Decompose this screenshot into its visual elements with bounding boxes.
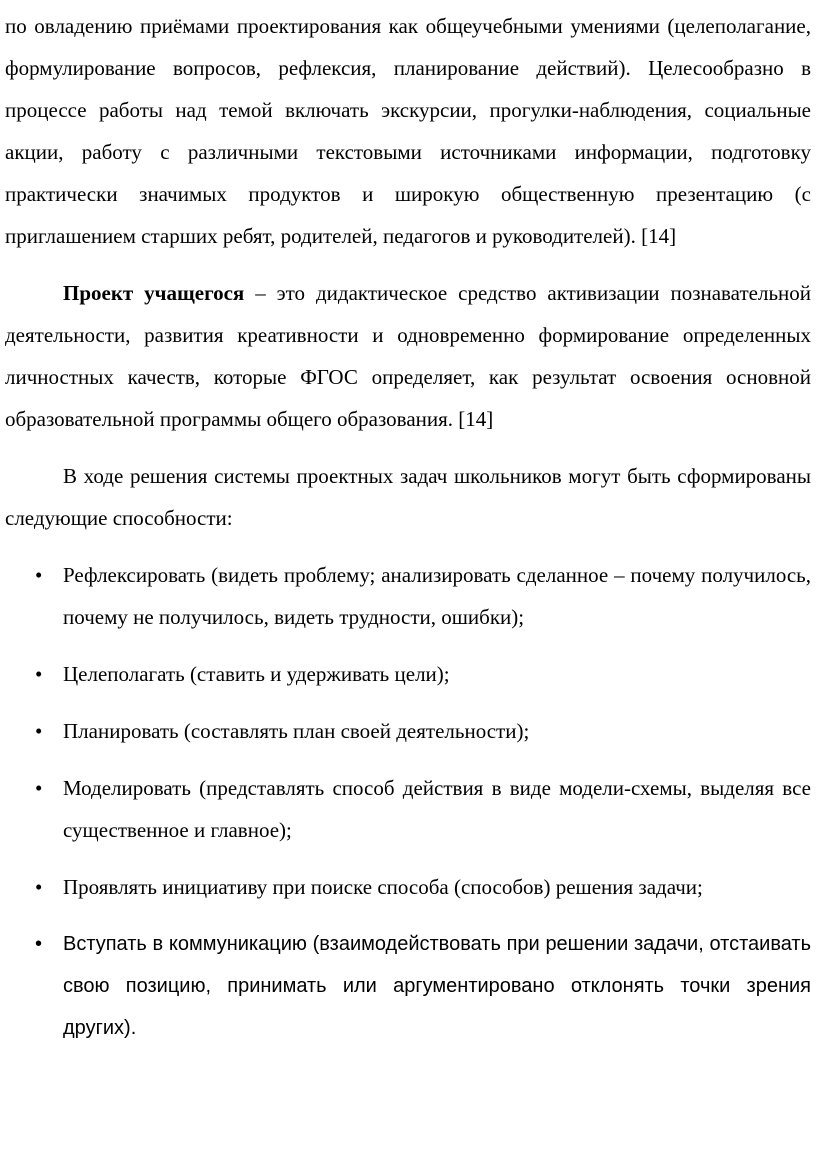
bullet-icon: • xyxy=(35,662,43,686)
list-item xyxy=(35,767,811,851)
paragraph-project-definition xyxy=(5,272,811,440)
list-item-text: Вступать в коммуникацию (взаимодействовать при решении задачи, отстаивать свою позицию, принимать или аргументировано отклонять точки зрения других). xyxy=(63,933,811,1039)
bullet-icon: • xyxy=(35,563,43,587)
paragraph-definition-text: – это дидактическое средство активизации познавательной деятельности, развития креативности и одновременно формирование определенных личностных качеств, которые ФГОС определяет, как результат освоения основной образовательной программы общего образования. [14] xyxy=(5,281,811,431)
paragraph-bold-lead: Проект учащегося xyxy=(63,281,245,305)
list-item-text: Рефлексировать (видеть проблему; анализировать сделанное – почему получилось, почему не получилось, видеть трудности, ошибки); xyxy=(63,563,811,629)
list-item xyxy=(35,923,811,1049)
bullet-icon: • xyxy=(35,719,43,743)
list-item xyxy=(35,710,811,752)
list-item-text: Планировать (составлять план своей деятельности); xyxy=(63,719,530,743)
bullet-icon: • xyxy=(35,933,43,955)
list-item-text: Моделировать (представлять способ действия в виде модели-схемы, выделяя все существенное и главное); xyxy=(63,776,811,842)
list-item xyxy=(35,554,811,638)
list-item-text: Целеполагать (ставить и удерживать цели); xyxy=(63,662,450,686)
paragraph-continuation: по овладению приёмами проектирования как общеучебными умениями (целеполагание, формулирование вопросов, рефлексия, планирование действий). Целесообразно в процессе работы над темой включать экскурсии, прогулки-наблюдения, социальные акции, работу с различными текстовыми источниками информации, подготовку практически значимых продуктов и широкую общественную презентацию (с приглашением старших ребят, родителей, педагогов и руководителей). [14] xyxy=(5,14,811,248)
bullet-list xyxy=(5,554,811,1049)
paragraph-list-intro: В ходе решения системы проектных задач школьников могут быть сформированы следующие способности: xyxy=(5,464,811,530)
list-item xyxy=(35,866,811,908)
bullet-icon: • xyxy=(35,776,43,800)
bullet-icon: • xyxy=(35,875,43,899)
list-item-text: Проявлять инициативу при поиске способа (способов) решения задачи; xyxy=(63,875,703,899)
document-page xyxy=(5,5,811,1049)
list-item xyxy=(35,653,811,695)
